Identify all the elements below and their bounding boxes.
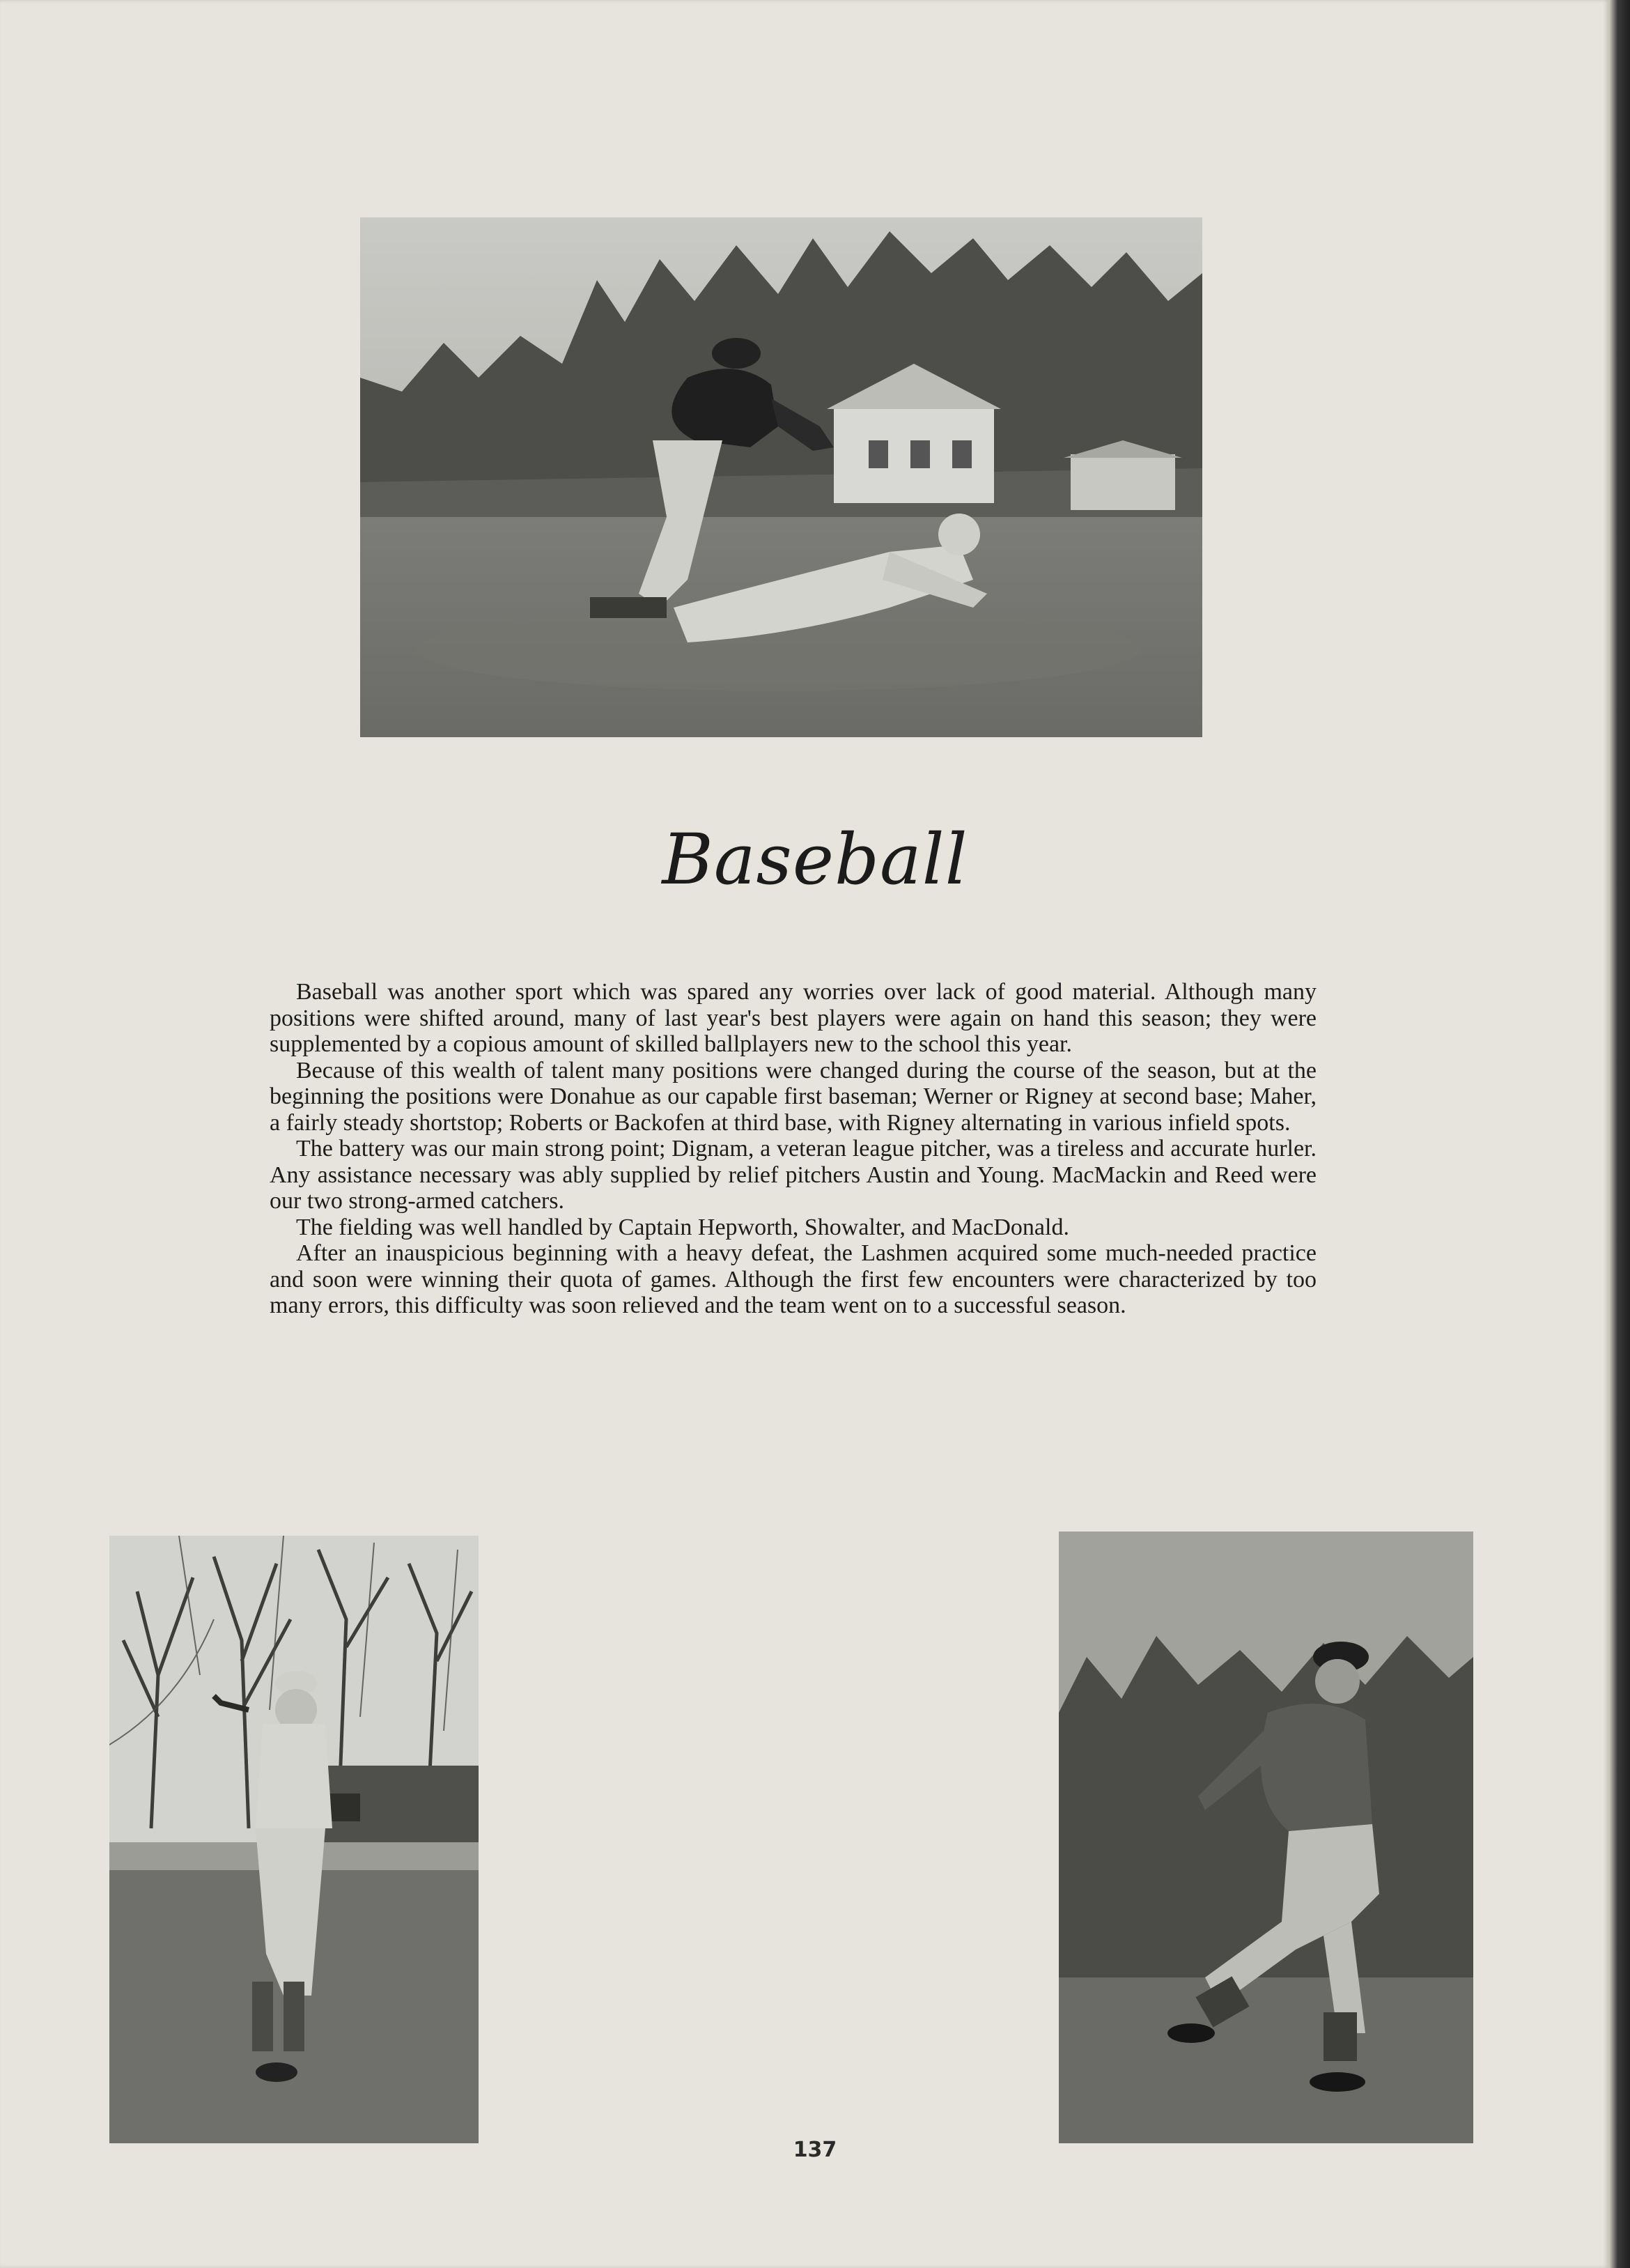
page-edge [1609,0,1630,2268]
paragraph: The battery was our main strong point; Dignam, a veteran league pitcher, was a tireless and accurate hurler. Any assistance necessary was ably supplied by relief pitchers Austin and Young. MacMackin and Reed were our two strong-armed catchers. [270,1136,1317,1214]
paragraph: After an inauspicious beginning with a heavy defeat, the Lashmen acquired some much-needed practice and soon were winning their quota of games. Although the first few encounters were characterized by too many errors, this difficulty was soon relieved and the team went on to a successful season. [270,1240,1317,1318]
paragraph: Baseball was another sport which was spared any worries over lack of good material. Although many positions were shifted around, many of last year's best players were again on hand this season; they were supplemented by a copious amount of skilled ballplayers new to the school this year. [270,979,1317,1057]
page-title: Baseball [662,819,968,900]
photo-play-at-base [360,217,1202,737]
page-number: 137 [793,2138,837,2162]
paragraph: Because of this wealth of talent many positions were changed during the course of the season, but at the beginning the positions were Donahue as our capable first baseman; Werner or Rigney at second base; Maher, a fairly steady shortstop; Roberts or Backofen at third base, with Rigney alternating in various infield spots. [270,1057,1317,1136]
paragraph: The fielding was well handled by Captain Hepworth, Showalter, and MacDonald. [296,1214,1069,1240]
article-body [270,979,1317,1319]
photo-pitcher [1059,1532,1473,2143]
photo-batter [109,1536,479,2143]
